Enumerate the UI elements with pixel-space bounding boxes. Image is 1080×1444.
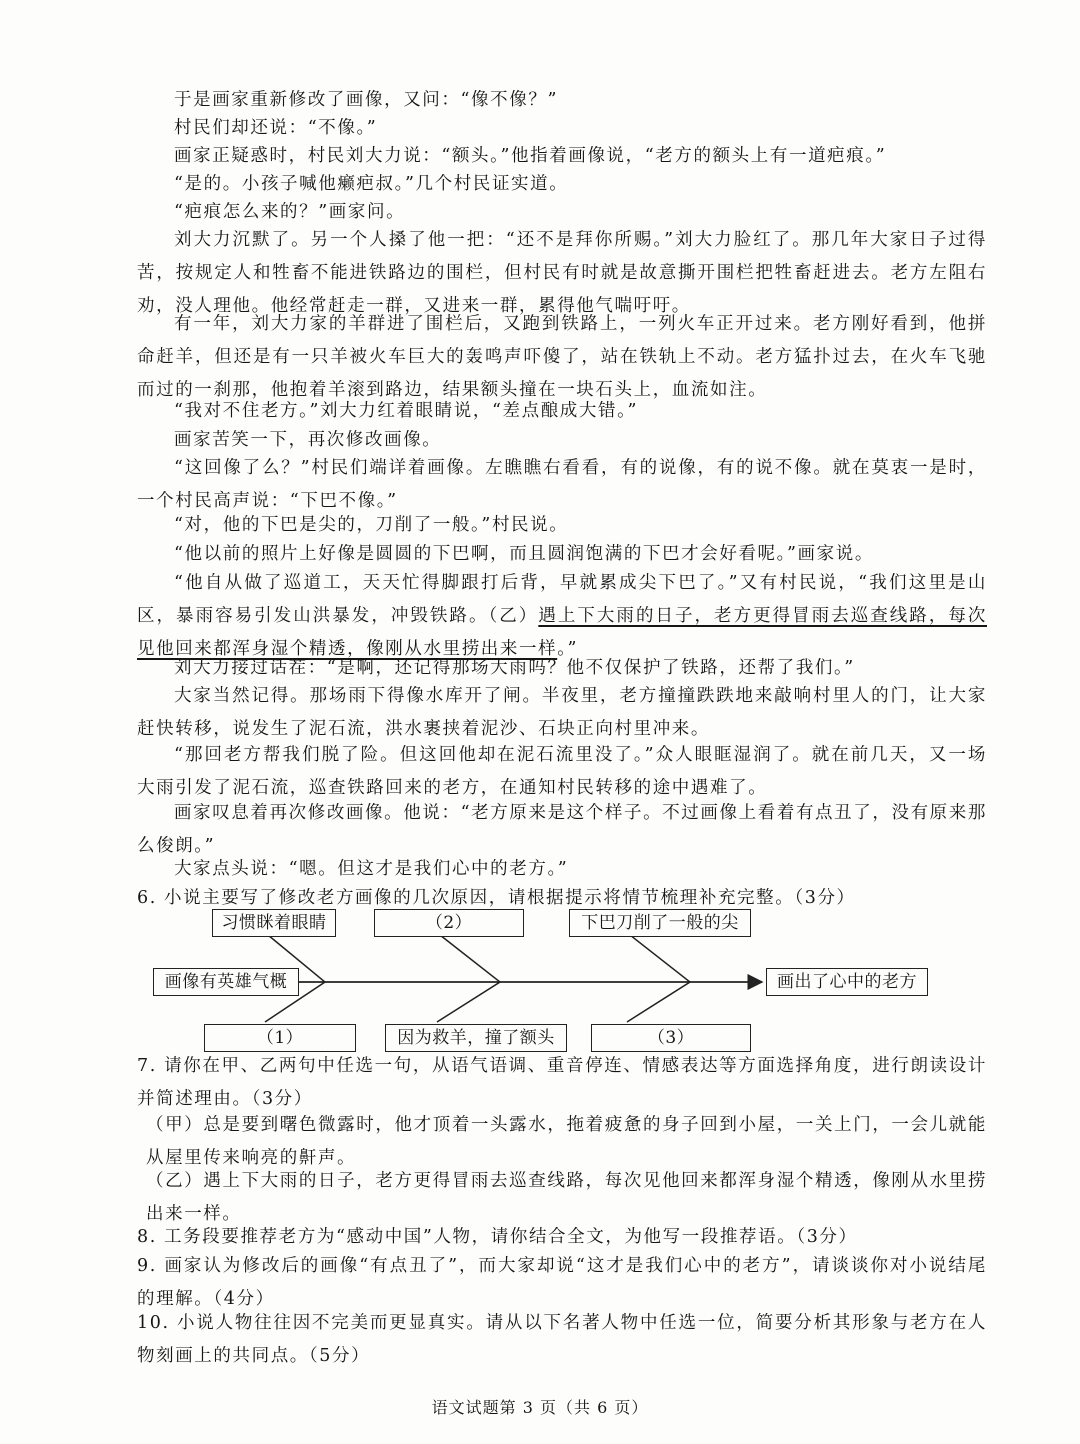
- story-text: “他自从做了巡道工，天天忙得脚跟打后背，早就累成尖下巴了。”又有村民说，“我们这里是山区，暴雨容易引发山洪暴发，冲毁铁路。（乙）: [137, 573, 987, 626]
- story-paragraph: 有一年，刘大力家的羊群进了围栏后，又跑到铁路上，一列火车正开过来。老方刚好看到，他拼命赶羊，但还是有一只羊被火车巨大的轰鸣声吓傻了，站在铁轨上不动。老方猛扑过去，在火车飞驰而过的一刹那，他抱着羊滚到路边，结果额头撞在一块石头上，血流如注。: [137, 314, 987, 400]
- story-paragraph: “是的。小孩子喊他癞疤叔。”几个村民证实道。: [174, 174, 569, 194]
- story-paragraph: “这回像了么？”村民们端详着画像。左瞧瞧右看看，有的说像，有的说不像。就在莫衷一是时，一个村民高声说：“下巴不像。”: [137, 458, 987, 511]
- diagram-blank-1: （1）: [204, 1024, 356, 1052]
- story-text: 。”: [557, 639, 579, 659]
- story-paragraph: 大家点头说：“嗯。但这才是我们心中的老方。”: [174, 859, 569, 879]
- diagram-box-top-1: 习惯眯着眼睛: [212, 909, 336, 937]
- diagram-box-bottom-2: 因为救羊，撞了额头: [385, 1024, 567, 1052]
- diagram-blank-3: （3）: [591, 1024, 751, 1052]
- story-paragraph: 画家正疑惑时，村民刘大力说：“额头。”他指着画像说，“老方的额头上有一道疤痕。”: [174, 146, 887, 166]
- question-10: 10. 小说人物往往因不完美而更显真实。请从以下名著人物中任选一位，简要分析其形象与老方在人物刻画上的共同点。（5分）: [137, 1313, 987, 1366]
- question-7-sentence-yi: （乙）遇上下大雨的日子，老方更得冒雨去巡查线路，每次见他回来都浑身湿个精透，像刚从水里捞出来一样。: [146, 1171, 987, 1224]
- story-paragraph: 画家叹息着再次修改画像。他说：“老方原来是这个样子。不过画像上看着有点丑了，没有原来那么俊朗。”: [137, 803, 987, 856]
- underlined-sentence-yi: 遇上下大雨的日子，老方更得冒雨去巡查线路，每次见他回来都浑身湿个精透，像刚从水里捞出来一样: [137, 606, 987, 659]
- question-9: 9. 画家认为修改后的画像“有点丑了”，而大家却说“这才是我们心中的老方”，请谈谈你对小说结尾的理解。（4分）: [137, 1256, 987, 1309]
- story-paragraph: “那回老方帮我们脱了险。但这回他却在泥石流里没了。”众人眼眶湿润了。就在前几天，又一场大雨引发了泥石流，巡查铁路回来的老方，在通知村民转移的途中遇难了。: [137, 745, 987, 798]
- story-paragraph: “对，他的下巴是尖的，刀削了一般。”村民说。: [174, 515, 569, 535]
- page-footer: 语文试题第 3 页（共 6 页）: [431, 1398, 649, 1417]
- question-7: 7. 请你在甲、乙两句中任选一句，从语气语调、重音停连、情感表达等方面选择角度，进行朗读设计并简述理由。（3分）: [137, 1056, 987, 1109]
- diagram-box-top-3: 下巴刀削了一般的尖: [569, 909, 751, 937]
- story-paragraph: 刘大力接过话茬：“是啊，还记得那场大雨吗？他不仅保护了铁路，还帮了我们。”: [174, 658, 855, 678]
- diagram-blank-2: （2）: [374, 909, 524, 937]
- story-paragraph: 刘大力沉默了。另一个人搡了他一把：“还不是拜你所赐。”刘大力脸红了。那几年大家日子过得苦，按规定人和牲畜不能进铁路边的围栏，但村民有时就是故意撕开围栏把牲畜赶进去。老方左阻右劝，没人理他。他经常赶走一群，又进来一群，累得他气喘吁吁。: [137, 230, 987, 316]
- question-6: 6. 小说主要写了修改老方画像的几次原因，请根据提示将情节梳理补充完整。（3分）: [137, 888, 856, 908]
- story-paragraph: “他以前的照片上好像是圆圆的下巴啊，而且圆润饱满的下巴才会好看呢。”画家说。: [174, 544, 874, 564]
- story-paragraph: 于是画家重新修改了画像，又问：“像不像？”: [174, 90, 558, 110]
- chevron-3: [627, 935, 690, 1022]
- fishbone-arrows: [265, 935, 690, 1022]
- diagram-start-box: 画像有英雄气概: [153, 968, 299, 996]
- diagram-end-box: 画出了心中的老方: [766, 968, 928, 996]
- story-paragraph: “疤痕怎么来的？”画家问。: [174, 202, 406, 222]
- story-paragraph: 大家当然记得。那场雨下得像水库开了闸。半夜里，老方撞撞跌跌地来敲响村里人的门，让大家赶快转移，说发生了泥石流，洪水裹挟着泥沙、石块正向村里冲来。: [137, 686, 987, 739]
- question-8: 8. 工务段要推荐老方为“感动中国”人物，请你结合全文，为他写一段推荐语。（3分）: [137, 1227, 858, 1247]
- question-7-sentence-jia: （甲）总是要到曙色微露时，他才顶着一头露水，拖着疲惫的身子回到小屋，一关上门，一会儿就能从屋里传来响亮的鼾声。: [146, 1115, 987, 1168]
- story-paragraph: “我对不住老方。”刘大力红着眼睛说，“差点酿成大错。”: [174, 401, 638, 421]
- story-paragraph: 村民们却还说：“不像。”: [174, 118, 378, 138]
- story-paragraph: 画家苦笑一下，再次修改画像。: [174, 430, 442, 450]
- chevron-2: [437, 935, 500, 1022]
